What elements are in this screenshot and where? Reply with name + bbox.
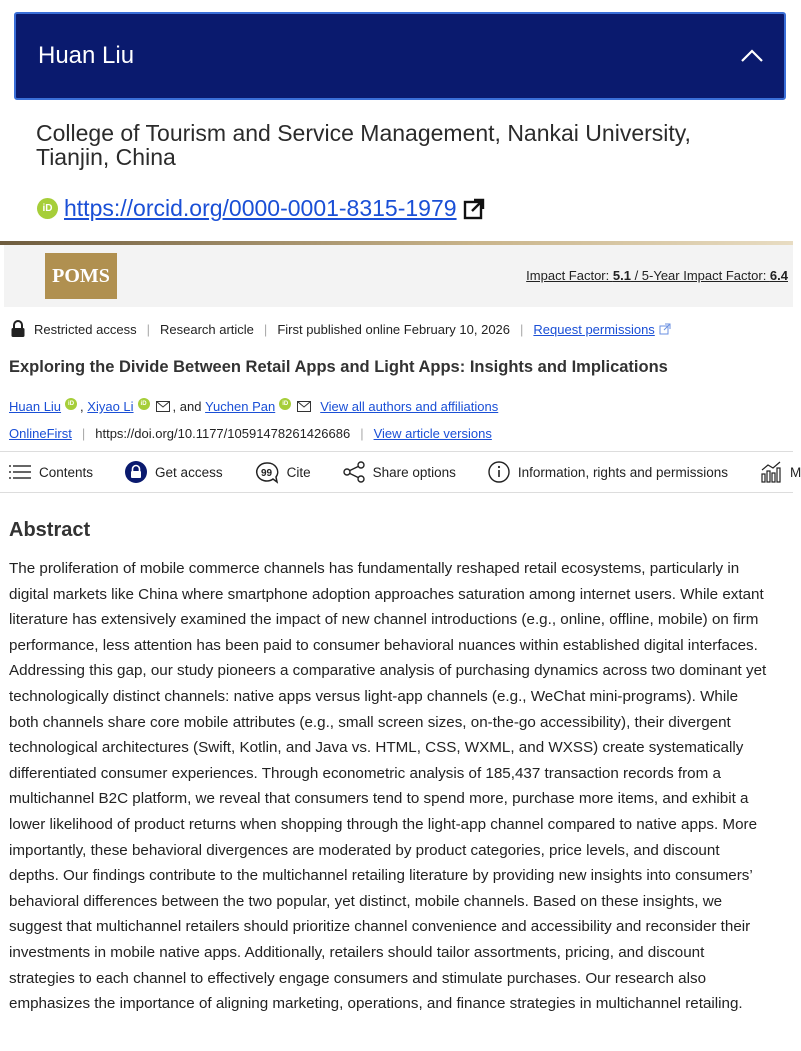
journal-banner <box>4 245 793 307</box>
author-separator: , <box>80 399 84 414</box>
author-accordion-header[interactable] <box>14 12 786 100</box>
article-toolbar <box>0 452 801 492</box>
contents-label: Contents <box>39 464 94 480</box>
author-affiliation: College of Tourism and Service Management, Nankai University, Tianjin, China <box>36 120 691 170</box>
author-separator: , and <box>172 399 202 414</box>
doi-text[interactable]: https://doi.org/10.1177/10591478261426686 <box>95 426 351 441</box>
get-access-button[interactable] <box>125 461 223 483</box>
cite-label: Cite <box>286 464 311 480</box>
lock-icon <box>10 320 26 338</box>
orcid-link[interactable]: https://orcid.org/0000-0001-8315-1979 <box>64 195 457 221</box>
share-button[interactable] <box>343 461 456 483</box>
external-link-icon[interactable] <box>463 198 485 220</box>
mail-icon[interactable] <box>156 401 170 412</box>
metrics-button[interactable] <box>760 461 801 483</box>
request-permissions-link[interactable]: Request permissions <box>533 321 655 337</box>
five-year-label: / 5-Year Impact Factor: <box>630 268 770 283</box>
get-access-label: Get access <box>155 464 223 480</box>
author-link[interactable]: Xiyao Li <box>87 399 134 414</box>
metrics-icon <box>760 461 782 483</box>
abstract-text: The proliferation of mobile commerce channels has fundamentally reshaped retail ecosystems, particularly in digital markets like China where smartphone adoption approaches saturation among internet users. While extant literature has extensively examined the impact of new channel introductions (e.g., online, offline, mobile) on firm performance, less attention has been paid to consumer behavioral nuances within established digital interfaces. Addressing this gap, our study pioneers a comparative analysis of purchasing dynamics across two dominant yet technologically distinct channels: native apps versus light-app channels (e.g., WeChat mini-programs). While both channels share core mobile attributes (e.g., small screen sizes, on-the-go accessibility), their divergent technological architectures (Swift, Kotlin, and Java vs. HTML, CSS, WXML, and WXSS) create systematically differentiated consumer experiences. Through econometric analysis of 185,437 transaction records from a multichannel B2C platform, we reveal that consumers tend to spend more, purchase more items, and exhibit a lower likelihood of product returns when shopping through the light-app channel compared to native apps. More importantly, these behavioral divergences are moderated by product categories, price levels, and discount depths. Our findings contribute to the multichannel retailing literature by providing new insights into consumers’ behavioral differences between the two popular, yet distinct, mobile channels. Based on these insights, we suggest that multichannel retailers should prioritize channel convenience and accessibility and reconsider their investments in mobile native apps. Additionally, retailers should tailor assortments, pricing, and discount strategies to each channel to effectively engage consumers and stimulate purchases. Our research also emphasizes the importance of aligning marketing, operations, and finance strategies in multichannel retailing. <box>9 560 767 1013</box>
lock-icon <box>125 461 147 483</box>
article-title: Exploring the Divide Between Retail Apps and Light Apps: Insights and Implications <box>9 358 668 376</box>
impact-factor[interactable] <box>526 268 788 283</box>
separator: | <box>360 426 364 441</box>
cite-button[interactable] <box>255 461 311 483</box>
publish-date: First published online February 10, 2026 <box>277 321 511 337</box>
menu-icon <box>9 464 31 480</box>
orcid-icon: iD <box>37 198 58 219</box>
info-label: Information, rights and permissions <box>517 464 728 480</box>
author-name: Huan Liu <box>38 42 135 69</box>
share-label: Share options <box>372 464 456 480</box>
external-link-icon <box>659 323 671 335</box>
authors-row <box>9 399 498 414</box>
article-meta <box>10 320 671 338</box>
journal-logo[interactable]: POMS <box>45 253 117 299</box>
orcid-icon[interactable]: iD <box>138 398 150 410</box>
chevron-up-icon[interactable] <box>738 42 766 70</box>
share-icon <box>343 461 365 483</box>
abstract-heading: Abstract <box>9 519 91 541</box>
doi-row <box>9 426 492 441</box>
quote-icon <box>255 461 279 483</box>
separator: | <box>81 426 86 441</box>
impact-factor-label: Impact Factor: <box>526 268 613 283</box>
author-link[interactable]: Yuchen Pan <box>205 399 276 414</box>
info-icon <box>488 461 510 483</box>
svg-text:99: 99 <box>260 468 272 479</box>
toolbar-divider <box>0 492 793 493</box>
author-link[interactable]: Huan Liu <box>9 399 62 414</box>
impact-factor-value: 5.1 <box>612 268 631 283</box>
metrics-label: M <box>790 464 801 480</box>
separator: | <box>263 321 268 337</box>
info-button[interactable] <box>488 461 728 483</box>
view-all-authors-link[interactable]: View all authors and affiliations <box>320 399 499 414</box>
separator: | <box>520 321 524 337</box>
orcid-icon[interactable]: iD <box>65 398 77 410</box>
view-versions-link[interactable]: View article versions <box>373 426 492 441</box>
orcid-row <box>37 195 485 222</box>
mail-icon[interactable] <box>297 401 311 412</box>
access-status: Restricted access <box>34 321 137 337</box>
five-year-value: 6.4 <box>769 268 788 283</box>
orcid-icon[interactable]: iD <box>279 398 291 410</box>
onlinefirst-link[interactable]: OnlineFirst <box>9 426 72 441</box>
separator: | <box>146 321 150 337</box>
contents-button[interactable] <box>9 464 93 480</box>
article-type: Research article <box>159 321 254 337</box>
